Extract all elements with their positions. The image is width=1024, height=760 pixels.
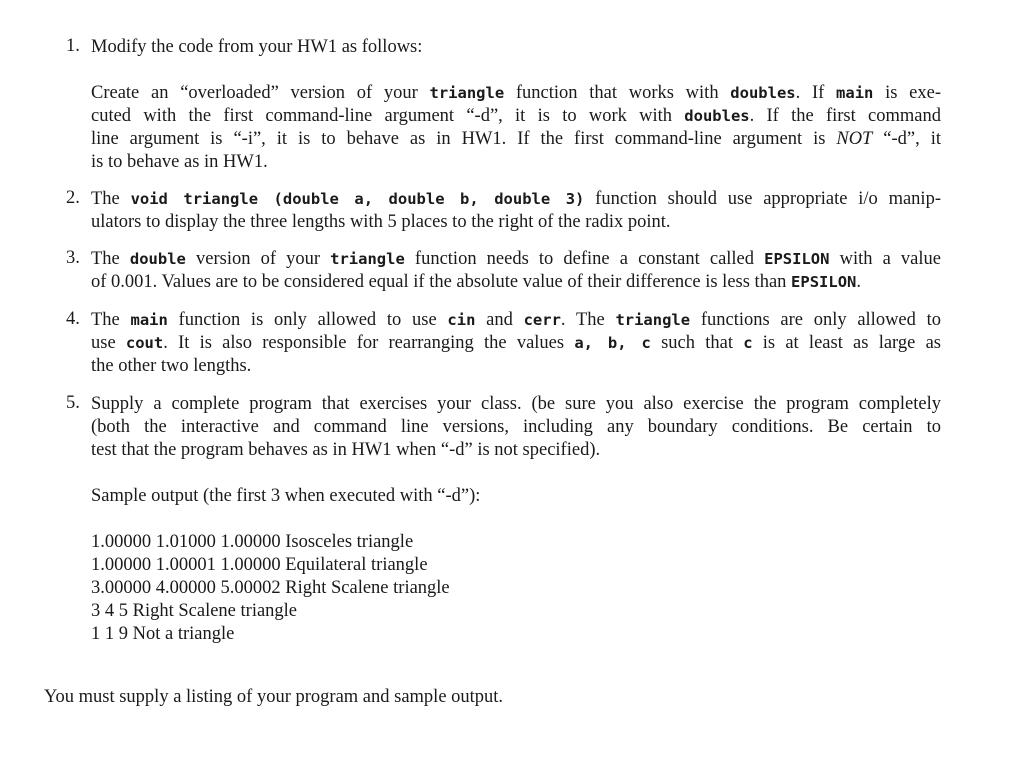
inline-code: main bbox=[836, 84, 874, 102]
item-number: 5. bbox=[66, 393, 80, 413]
sample-output-line: 1.00000 1.00001 1.00000 Equilateral triangle bbox=[91, 555, 428, 575]
item-number: 4. bbox=[66, 309, 80, 329]
inline-code: EPSILON bbox=[791, 273, 857, 291]
paragraph-line: is to behave as in HW1. bbox=[91, 152, 268, 172]
item-line: The double version of your triangle function needs to define a constant called EPSILON with a value bbox=[91, 249, 941, 269]
item-line: use cout. It is also responsible for rearranging the values a, b, c such that c is at least as large as bbox=[91, 333, 941, 353]
item-line: ulators to display the three lengths with 5 places to the right of the radix point. bbox=[91, 212, 671, 232]
inline-code: cout bbox=[125, 334, 164, 352]
item-body bbox=[91, 248, 941, 294]
spacer bbox=[91, 59, 941, 82]
item-body bbox=[91, 36, 941, 174]
list-item-2 bbox=[66, 188, 946, 234]
inline-code: triangle bbox=[429, 84, 505, 102]
inline-code: cerr bbox=[523, 311, 561, 329]
inline-code: void triangle (double a, double b, double 3) bbox=[130, 190, 585, 208]
sample-output-line: 3.00000 4.00000 5.00002 Right Scalene triangle bbox=[91, 578, 450, 598]
paragraph-line: Create an “overloaded” version of your triangle function that works with doubles. If main is exe- bbox=[91, 83, 941, 103]
sample-output-line: 1 1 9 Not a triangle bbox=[91, 624, 235, 644]
inline-code: doubles bbox=[730, 84, 796, 102]
list-item-3 bbox=[66, 248, 946, 294]
sample-output-line: 1.00000 1.01000 1.00000 Isosceles triangle bbox=[91, 532, 414, 552]
item-body bbox=[91, 393, 941, 646]
paragraph-line: cuted with the first command-line argument “-d”, it is to work with doubles. If the first command bbox=[91, 106, 941, 126]
spacer bbox=[91, 462, 941, 485]
list-item-5 bbox=[66, 393, 946, 646]
inline-code: double bbox=[129, 250, 186, 268]
spacer bbox=[91, 508, 941, 531]
item-body bbox=[91, 309, 941, 378]
item-number: 2. bbox=[66, 188, 80, 208]
inline-code: triangle bbox=[615, 311, 691, 329]
list-item-1 bbox=[66, 36, 946, 174]
item-line: Supply a complete program that exercises your class. (be sure you also exercise the program completely bbox=[91, 394, 941, 414]
item-paragraph bbox=[91, 82, 941, 174]
item-line: The main function is only allowed to use cin and cerr. The triangle functions are only allowed to bbox=[91, 310, 942, 330]
emphasis-text: NOT bbox=[836, 129, 873, 149]
item-number: 3. bbox=[66, 248, 80, 268]
paragraph-line: line argument is “-i”, it is to behave as in HW1. If the first command-line argument is NOT “-d”, it bbox=[91, 129, 941, 149]
sample-output-block bbox=[91, 531, 941, 646]
item-line: the other two lengths. bbox=[91, 356, 252, 376]
item-heading: Modify the code from your HW1 as follows: bbox=[91, 37, 423, 57]
inline-code: a, b, c bbox=[574, 334, 651, 352]
item-line: The void triangle (double a, double b, double 3) function should use appropriate i/o manip- bbox=[91, 189, 941, 209]
inline-code: main bbox=[130, 311, 168, 329]
item-number: 1. bbox=[66, 36, 80, 56]
inline-code: cin bbox=[447, 311, 476, 329]
list-item-4 bbox=[66, 309, 946, 378]
sample-output-heading: Sample output (the first 3 when executed with “-d”): bbox=[91, 486, 481, 506]
inline-code: triangle bbox=[330, 250, 405, 268]
item-line: test that the program behaves as in HW1 when “-d” is not specified). bbox=[91, 440, 601, 460]
final-note: You must supply a listing of your program and sample output. bbox=[44, 687, 504, 707]
item-body bbox=[91, 188, 941, 234]
item-line: (both the interactive and command line versions, including any boundary conditions. Be certain to bbox=[91, 417, 941, 437]
inline-code: EPSILON bbox=[764, 250, 830, 268]
inline-code: doubles bbox=[684, 107, 750, 125]
inline-code: c bbox=[743, 334, 753, 352]
item-line: of 0.001. Values are to be considered equal if the absolute value of their difference is less than EPSILON. bbox=[91, 272, 861, 292]
sample-output-line: 3 4 5 Right Scalene triangle bbox=[91, 601, 298, 621]
